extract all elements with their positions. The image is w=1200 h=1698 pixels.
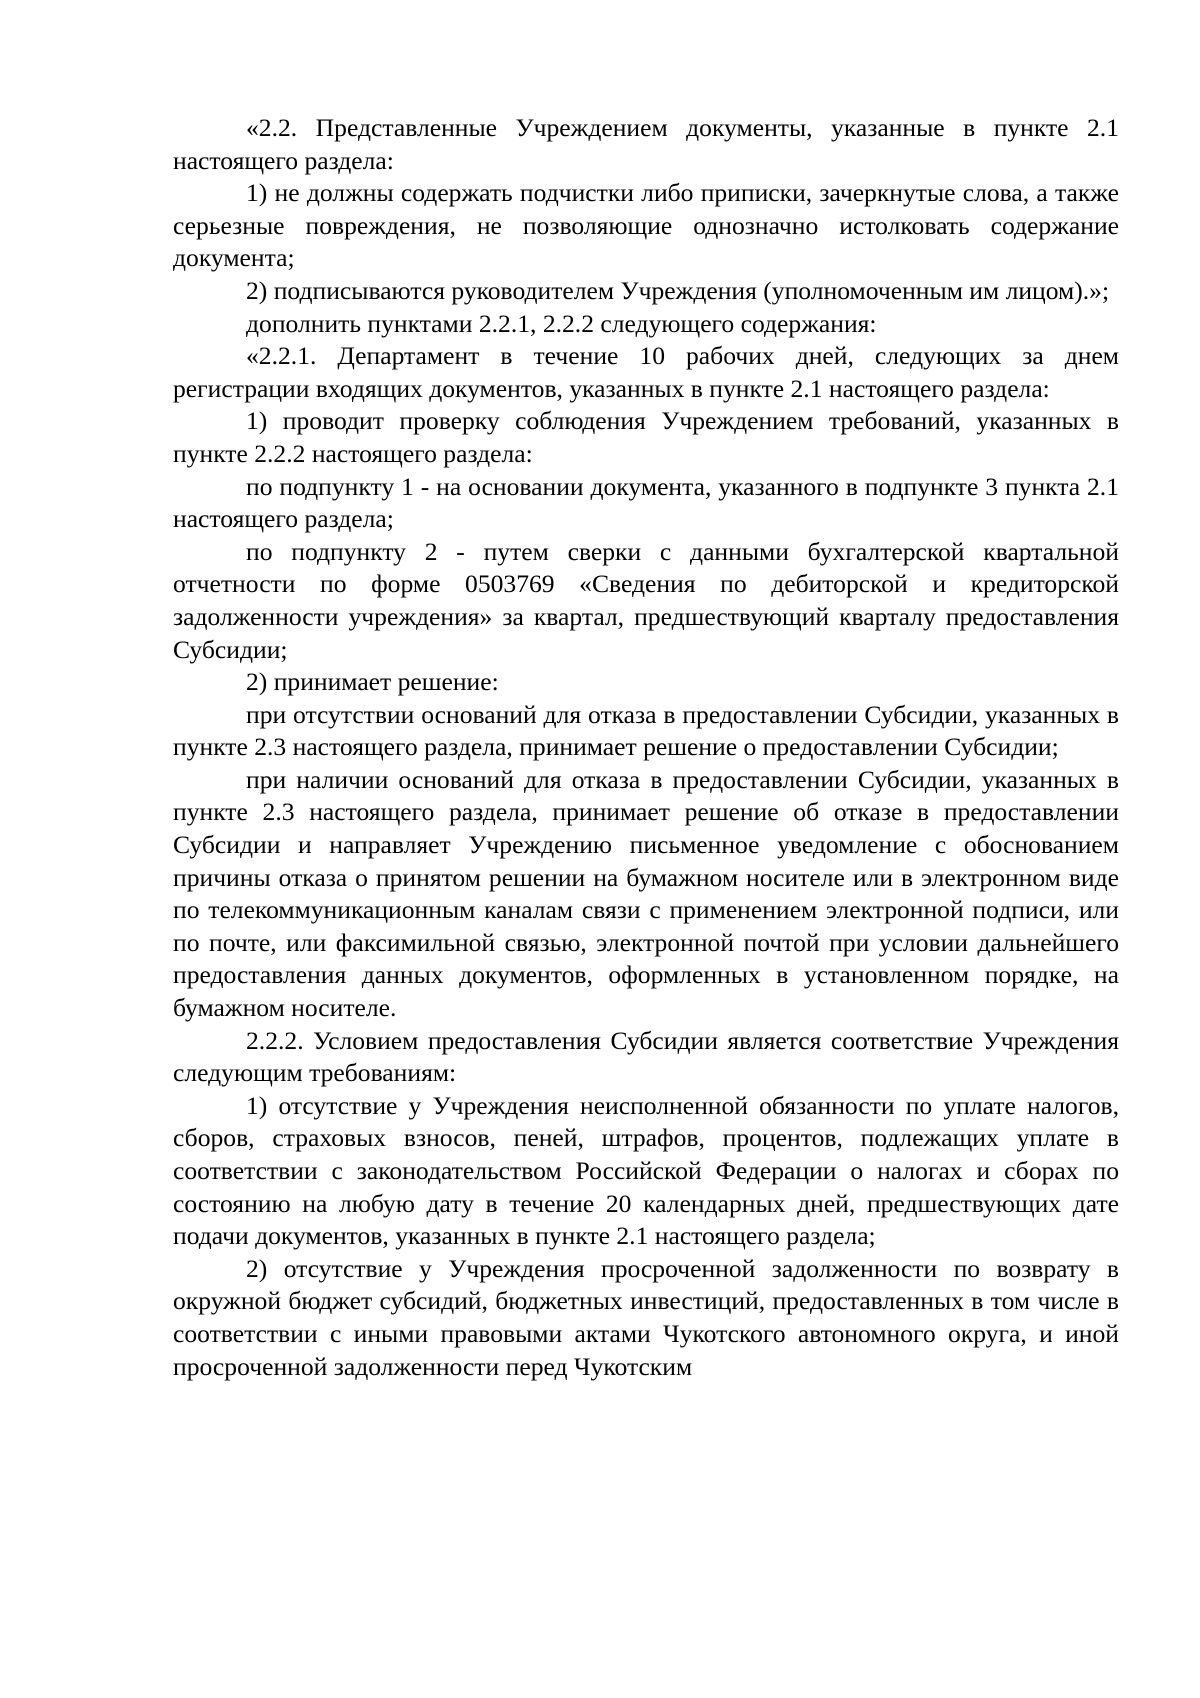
paragraph-2-2-item-1: 1) не должны содержать подчистки либо приписки, зачеркнутые слова, а также серьезные повреждения, не позволяющие однозначно истолковать содержание документа;: [173, 178, 1119, 273]
paragraph-2-2-1-item-1: 1) проводит проверку соблюдения Учреждением требований, указанных в пункте 2.2.2 настоящего раздела:: [173, 406, 1119, 468]
paragraph-2-2-1-item-2: 2) принимает решение:: [246, 667, 499, 697]
document-body: [173, 112, 1119, 1383]
paragraph-2-2: «2.2. Представленные Учреждением документы, указанные в пункте 2.1 настоящего раздела:: [173, 113, 1119, 175]
paragraph-amendment-intro: дополнить пунктами 2.2.1, 2.2.2 следующего содержания:: [246, 308, 877, 338]
paragraph-2-2-2-item-1: 1) отсутствие у Учреждения неисполненной обязанности по уплате налогов, сборов, страховых взносов, пеней, штрафов, процентов, подлежащих уплате в соответствии с законодательством Российской Федерации о налогах и сборах по состоянию на любую дату в течение 20 календарных дней, предшествующих дате подачи документов, указанных в пункте 2.1 настоящего раздела;: [173, 1090, 1119, 1251]
paragraph-2-2-2: 2.2.2. Условием предоставления Субсидии является соответствие Учреждения следующим требованиям:: [173, 1025, 1119, 1088]
paragraph-decision-refusal: при наличии оснований для отказа в предоставлении Субсидии, указанных в пункте 2.3 настоящего раздела, принимает решение об отказе в предоставлении Субсидии и направляет Учреждению письменное уведомление с обоснованием причины отказа о принятом решении на бумажном носителе или в электронном виде по телекоммуникационным каналам связи с применением электронной подписи, или по почте, или факсимильной связью, электронной почтой при условии дальнейшего предоставления данных документов, оформленных в установленном порядке, на бумажном носителе.: [173, 764, 1119, 1023]
paragraph-2-2-item-2: 2) подписываются руководителем Учреждения (уполномоченным им лицом).»;: [246, 275, 1110, 305]
paragraph-subitem-2: по подпункту 2 - путем сверки с данными бухгалтерской квартальной отчетности по форме 0503769 «Сведения по дебиторской и кредиторской задолженности учреждения» за квартал, предшествующий кварталу предоставления Субсидии;: [173, 536, 1119, 664]
paragraph-2-2-2-item-2: 2) отсутствие у Учреждения просроченной задолженности по возврату в окружной бюджет субсидий, бюджетных инвестиций, предоставленных в том числе в соответствии с иными правовыми актами Чукотского автономного округа, и иной просроченной задолженности перед Чукотским: [173, 1253, 1119, 1381]
paragraph-2-2-1: «2.2.1. Департамент в течение 10 рабочих дней, следующих за днем регистрации входящих документов, указанных в пункте 2.1 настоящего раздела:: [173, 341, 1119, 403]
paragraph-subitem-1: по подпункту 1 - на основании документа, указанного в подпункте 3 пункта 2.1 настоящего раздела;: [173, 471, 1119, 534]
paragraph-decision-grant: при отсутствии оснований для отказа в предоставлении Субсидии, указанных в пункте 2.3 настоящего раздела, принимает решение о предоставлении Субсидии;: [173, 699, 1119, 762]
